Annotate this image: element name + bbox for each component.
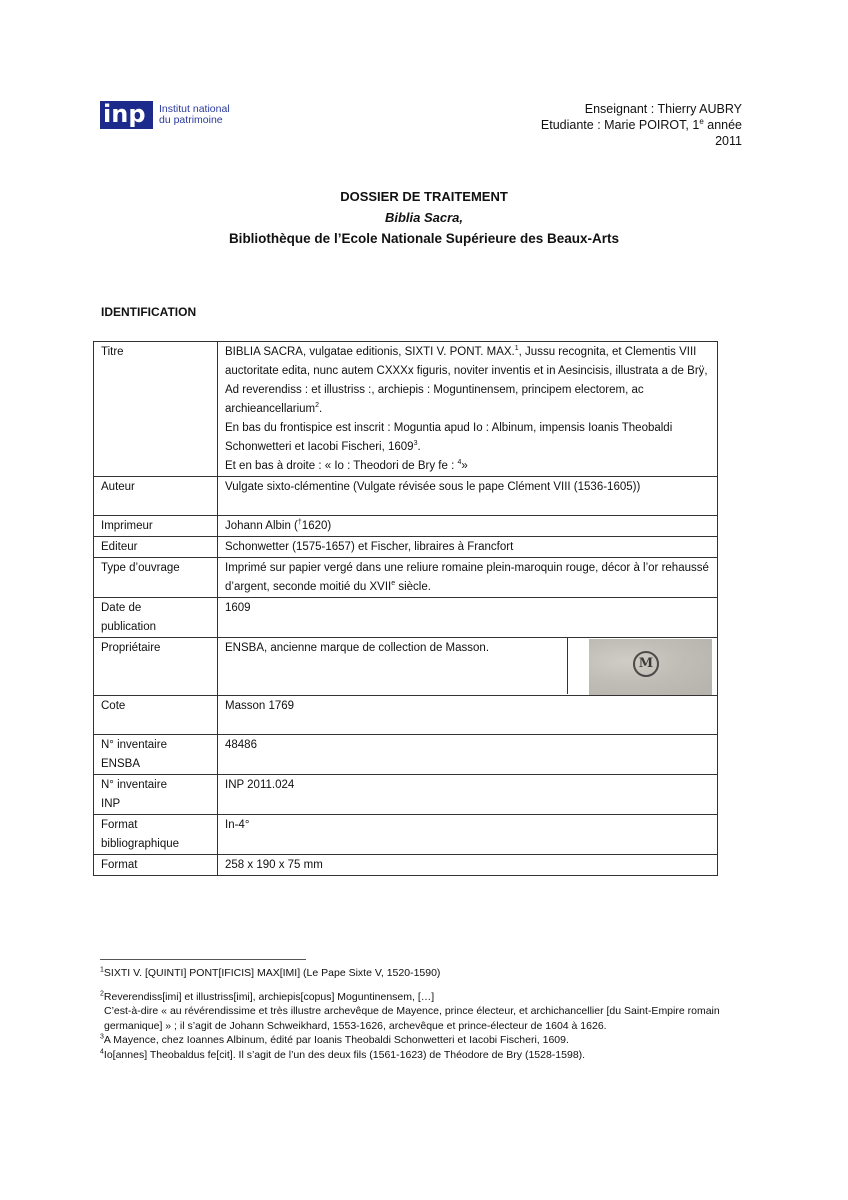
row-label: Format bibliographique: [94, 815, 218, 855]
row-label: Date de publication: [94, 598, 218, 638]
footnote-1: $^1$SIXTI V. [QUINTI] PONT[IFICIS] MAX[IMI] (Le Pape Sixte V, 1520-1590): [100, 966, 441, 979]
identification-table: [93, 341, 718, 876]
title-line3: Bibliothèque de l’Ecole Nationale Supérieure des Beaux-Arts: [228, 231, 620, 246]
masson-stamp-icon: M: [633, 651, 659, 677]
footnote-separator: [100, 959, 306, 960]
footnote-2: $^2$Reverendiss[imi] et illustriss[imi], archiepis[copus] Moguntinensem, […]: [100, 990, 435, 1003]
table-row-auteur: [94, 477, 718, 516]
row-value: Schonwetter (1575-1657) et Fischer, libraires à Francfort: [218, 537, 718, 558]
row-value: 48486: [218, 735, 718, 775]
row-value: Imprimé sur papier vergé dans une reliure romaine plein-maroquin rouge, décor à l’or rehaussé d’argent, seconde moitié du XVIIe siècle.: [218, 558, 718, 598]
row-label: Format: [94, 855, 218, 876]
logo-mark: inp: [100, 101, 153, 129]
row-value: Johann Albin (†1620): [218, 516, 718, 537]
title-line2: Biblia Sacra,: [384, 210, 464, 225]
student-name: Etudiante : Marie POIROT, 1: [540, 118, 700, 132]
row-label: Auteur: [94, 477, 218, 516]
footnote-ref[interactable]: 2: [315, 402, 320, 410]
row-label: Editeur: [94, 537, 218, 558]
table-row-titre: [94, 342, 718, 477]
student-year-label: année: [703, 118, 742, 132]
row-value: [218, 638, 718, 696]
row-label: N° inventaire ENSBA: [94, 735, 218, 775]
footnote-ref[interactable]: 3: [413, 440, 418, 448]
owner-stamp-cell: [568, 638, 717, 694]
collection-stamp-image: [589, 639, 712, 695]
footnotes: [100, 966, 750, 1062]
row-label: Propriétaire: [94, 638, 218, 696]
row-label: Type d’ouvrage: [94, 558, 218, 598]
teacher-line: Enseignant : Thierry AUBRY: [584, 102, 742, 116]
student-line: [541, 117, 742, 133]
row-value: BIBLIA SACRA, vulgatae editionis, SIXTI V. PONT. MAX.$^1$, Jussu recognita, et Clementis VIII auctoritate edita, nunc autem CXXXx figuris, noviter inventis et in Aesincisis, illustrata a de Brÿ, Ad reverendiss : et illustriss :, archiepis : Moguntinensem, principem electorem, ac archieancellarium$^2$. En bas du frontispice est inscrit : Moguntia apud Io : Albinum, impensis Ioanis Theobaldi Schonwetteri et Iacobi Fischeri, 1609$^3$. Et en bas à droite : « Io : Theodori de Bry fe : $^4$»: [218, 342, 718, 477]
row-label: Titre: [94, 342, 218, 477]
footnote-2-continuation: C’est-à-dire « au révérendissime et très illustre archevêque de Mayence, prince électeur, et archichancellier [du Saint-Empire romain germanique] » ; il s’agit de Johann Schweikhard, 1553-1626, archevêque et prince-électeur de 1604 à 1626.: [104, 1005, 720, 1032]
table-row-inventaire-inp: [94, 775, 718, 815]
footnote-4: $^4$Io[annes] Theobaldus fe[cit]. Il s’agit de l’un des deux fils (1561-1623) de Théodore de Bry (1528-1598).: [100, 1048, 586, 1061]
footnote-ref[interactable]: 1: [514, 345, 519, 353]
table-row-type: [94, 558, 718, 598]
year-line: 2011: [715, 134, 742, 148]
section-heading: IDENTIFICATION: [101, 305, 197, 319]
logo-name-line1: Institut national: [159, 103, 230, 115]
row-label: Imprimeur: [94, 516, 218, 537]
row-value: Masson 1769: [218, 696, 718, 735]
footnote-ref[interactable]: 4: [457, 459, 462, 467]
row-value: INP 2011.024: [218, 775, 718, 815]
table-row-format-bibliographique: [94, 815, 718, 855]
footnote-3: $^3$A Mayence, chez Ioannes Albinum, édité par Ioanis Theobaldi Schonwetteri et Iacobi Fischeri, 1609.: [100, 1033, 569, 1046]
logo-text: [159, 104, 230, 126]
table-row-imprimeur: [94, 516, 718, 537]
row-label: N° inventaire INP: [94, 775, 218, 815]
table-row-cote: [94, 696, 718, 735]
row-value: 258 x 190 x 75 mm: [218, 855, 718, 876]
student-sup: e: [699, 116, 704, 126]
header-credits: [541, 101, 742, 149]
owner-text: ENSBA, ancienne marque de collection de Masson.: [218, 638, 568, 694]
logo-name-line2: du patrimoine: [159, 114, 223, 126]
row-value: 1609: [218, 598, 718, 638]
table-row-inventaire-ensba: [94, 735, 718, 775]
table-row-proprietaire: [94, 638, 718, 696]
inp-logo: [100, 101, 230, 129]
title-line1: DOSSIER DE TRAITEMENT: [340, 189, 508, 204]
table-row-editeur: [94, 537, 718, 558]
row-label: Cote: [94, 696, 218, 735]
table-row-date: [94, 598, 718, 638]
document-title: [0, 186, 848, 249]
row-value: Vulgate sixto-clémentine (Vulgate révisée sous le pape Clément VIII (1536-1605)): [218, 477, 718, 516]
row-value: In-4°: [218, 815, 718, 855]
table-row-format: [94, 855, 718, 876]
